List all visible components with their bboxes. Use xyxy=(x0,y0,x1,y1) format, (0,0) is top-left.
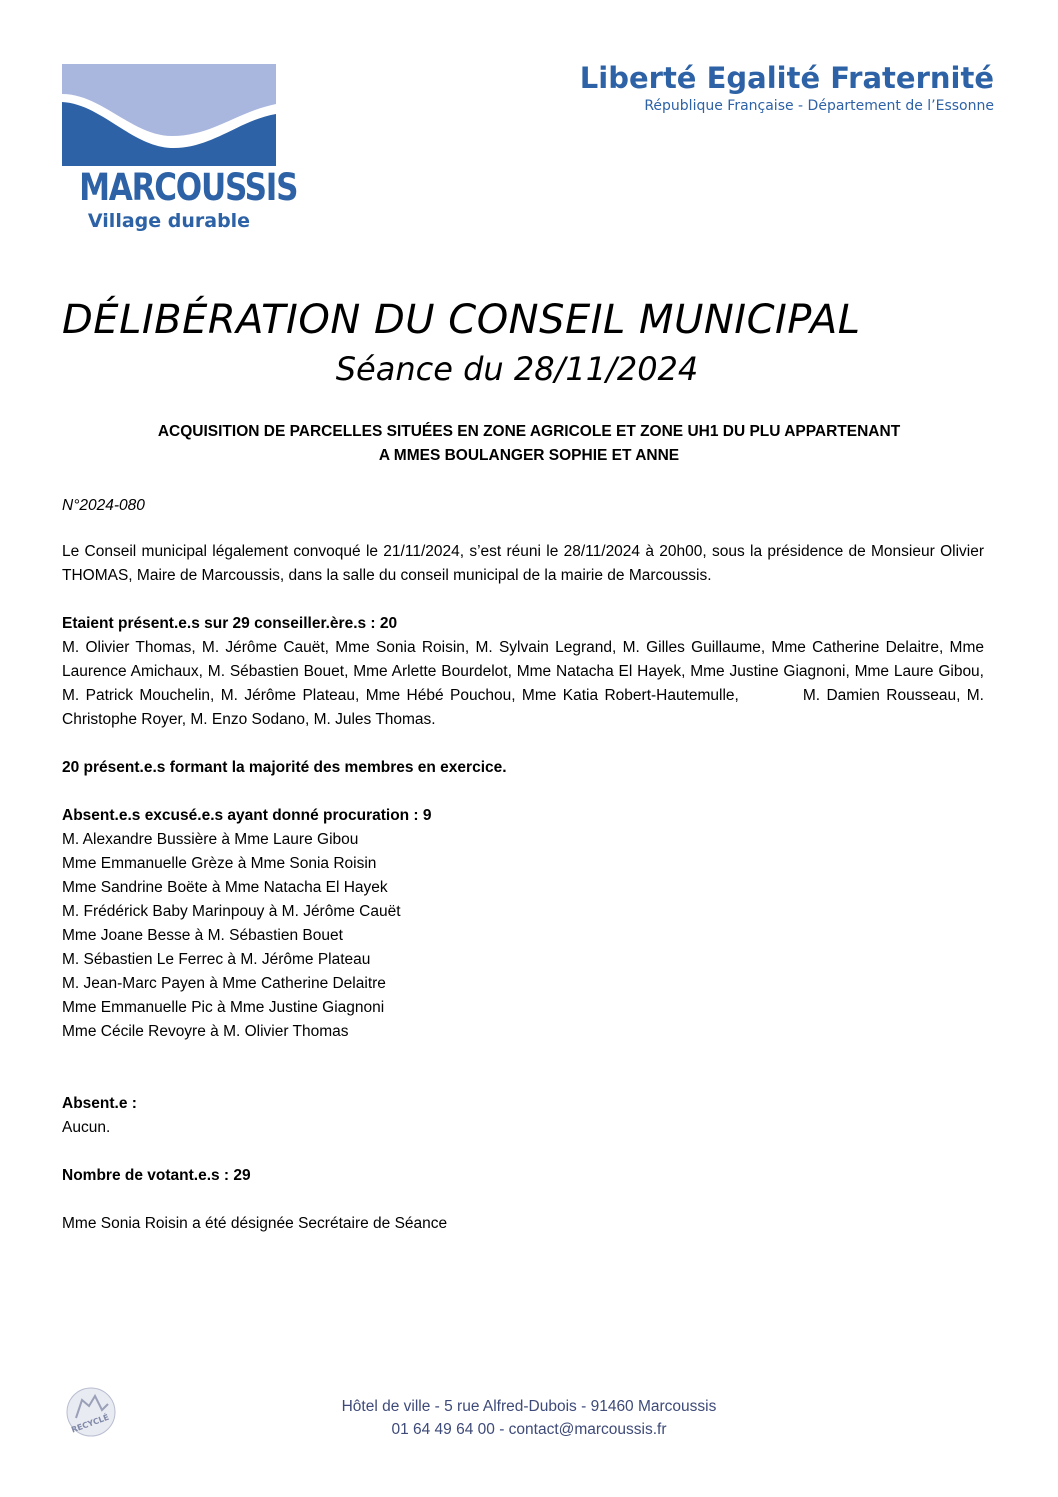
footer-contact: 01 64 49 64 00 - contact@marcoussis.fr xyxy=(391,1421,667,1438)
absent-heading: Absent.e : xyxy=(62,1095,137,1112)
majority-statement: 20 présent.e.s formant la majorité des membres en exercice. xyxy=(62,759,507,776)
session-date: Séance du 28/11/2024 xyxy=(335,350,699,388)
marcoussis-logo xyxy=(62,64,298,238)
logo-wave-icon xyxy=(62,64,276,166)
republic-motto xyxy=(580,60,994,116)
intro-paragraph: Le Conseil municipal légalement convoqué le 21/11/2024, s’est réuni le 28/11/2024 à 20h00, sous la présidence de Monsieur Olivier THOMAS, Maire de Marcoussis, dans la salle du conseil municipal de la mairie de Marcoussis. xyxy=(62,543,984,584)
proxy-heading: Absent.e.s excusé.e.s ayant donné procuration : 9 xyxy=(62,807,432,824)
proxy-item: Mme Joane Besse à M. Sébastien Bouet xyxy=(62,927,343,944)
object-line-2: A MMES BOULANGER SOPHIE ET ANNE xyxy=(378,447,680,464)
document-body xyxy=(62,540,989,1236)
secretary-statement: Mme Sonia Roisin a été désignée Secrétaire de Séance xyxy=(62,1215,448,1232)
motto-main: Liberté Egalité Fraternité xyxy=(579,61,994,95)
svg-text:RECYCLÉ: RECYCLÉ xyxy=(70,1412,111,1435)
proxy-item: Mme Emmanuelle Pic à Mme Justine Giagnoni xyxy=(62,999,385,1016)
proxy-item: Mme Sandrine Boëte à Mme Natacha El Hayek xyxy=(62,879,388,896)
footer-address: Hôtel de ville - 5 rue Alfred-Dubois - 91460 Marcoussis xyxy=(341,1398,717,1415)
deliberation-object xyxy=(62,420,996,468)
logo-name: MARCOUSSIS xyxy=(79,166,298,209)
present-list: M. Olivier Thomas, M. Jérôme Cauët, Mme Sonia Roisin, M. Sylvain Legrand, M. Gilles Guillaume, Mme Catherine Delaitre, Mme Laurence Amichaux, M. Sébastien Bouet, Mme Arlette Bourdelot, Mme Natacha El Hayek, Mme Justine Giagnoni, Mme Laure Gibou, M. Patrick Mouchelin, M. Jérôme Plateau, Mme Hébé Pouchou, Mme Katia Robert-Hautemulle, M. Damien Rousseau, M. Christophe Royer, M. Enzo Sodano, M. Jules Thomas. xyxy=(62,639,989,728)
footer xyxy=(0,1395,1058,1441)
proxy-item: Mme Cécile Revoyre à M. Olivier Thomas xyxy=(62,1023,349,1040)
motto-sub: République Française - Département de l’Essonne xyxy=(644,98,994,114)
proxy-item: Mme Emmanuelle Grèze à Mme Sonia Roisin xyxy=(62,855,377,872)
present-heading: Etaient présent.e.s sur 29 conseiller.ère.s : 20 xyxy=(62,615,398,632)
object-line-1: ACQUISITION DE PARCELLES SITUÉES EN ZONE AGRICOLE ET ZONE UH1 DU PLU APPARTENANT xyxy=(157,423,901,440)
absent-value: Aucun. xyxy=(62,1119,111,1136)
document-title: DÉLIBÉRATION DU CONSEIL MUNICIPAL xyxy=(62,297,861,343)
proxy-item: M. Jean-Marc Payen à Mme Catherine Delaitre xyxy=(62,975,386,992)
deliberation-number: N°2024-080 xyxy=(62,497,145,514)
voters-count: Nombre de votant.e.s : 29 xyxy=(62,1167,251,1184)
proxy-item: M. Sébastien Le Ferrec à M. Jérôme Plateau xyxy=(62,951,371,968)
proxy-list xyxy=(62,828,984,1044)
proxy-item: M. Frédérick Baby Marinpouy à M. Jérôme Cauët xyxy=(62,903,401,920)
logo-tagline: Village durable xyxy=(87,210,251,232)
proxy-item: M. Alexandre Bussière à Mme Laure Gibou xyxy=(62,831,359,848)
